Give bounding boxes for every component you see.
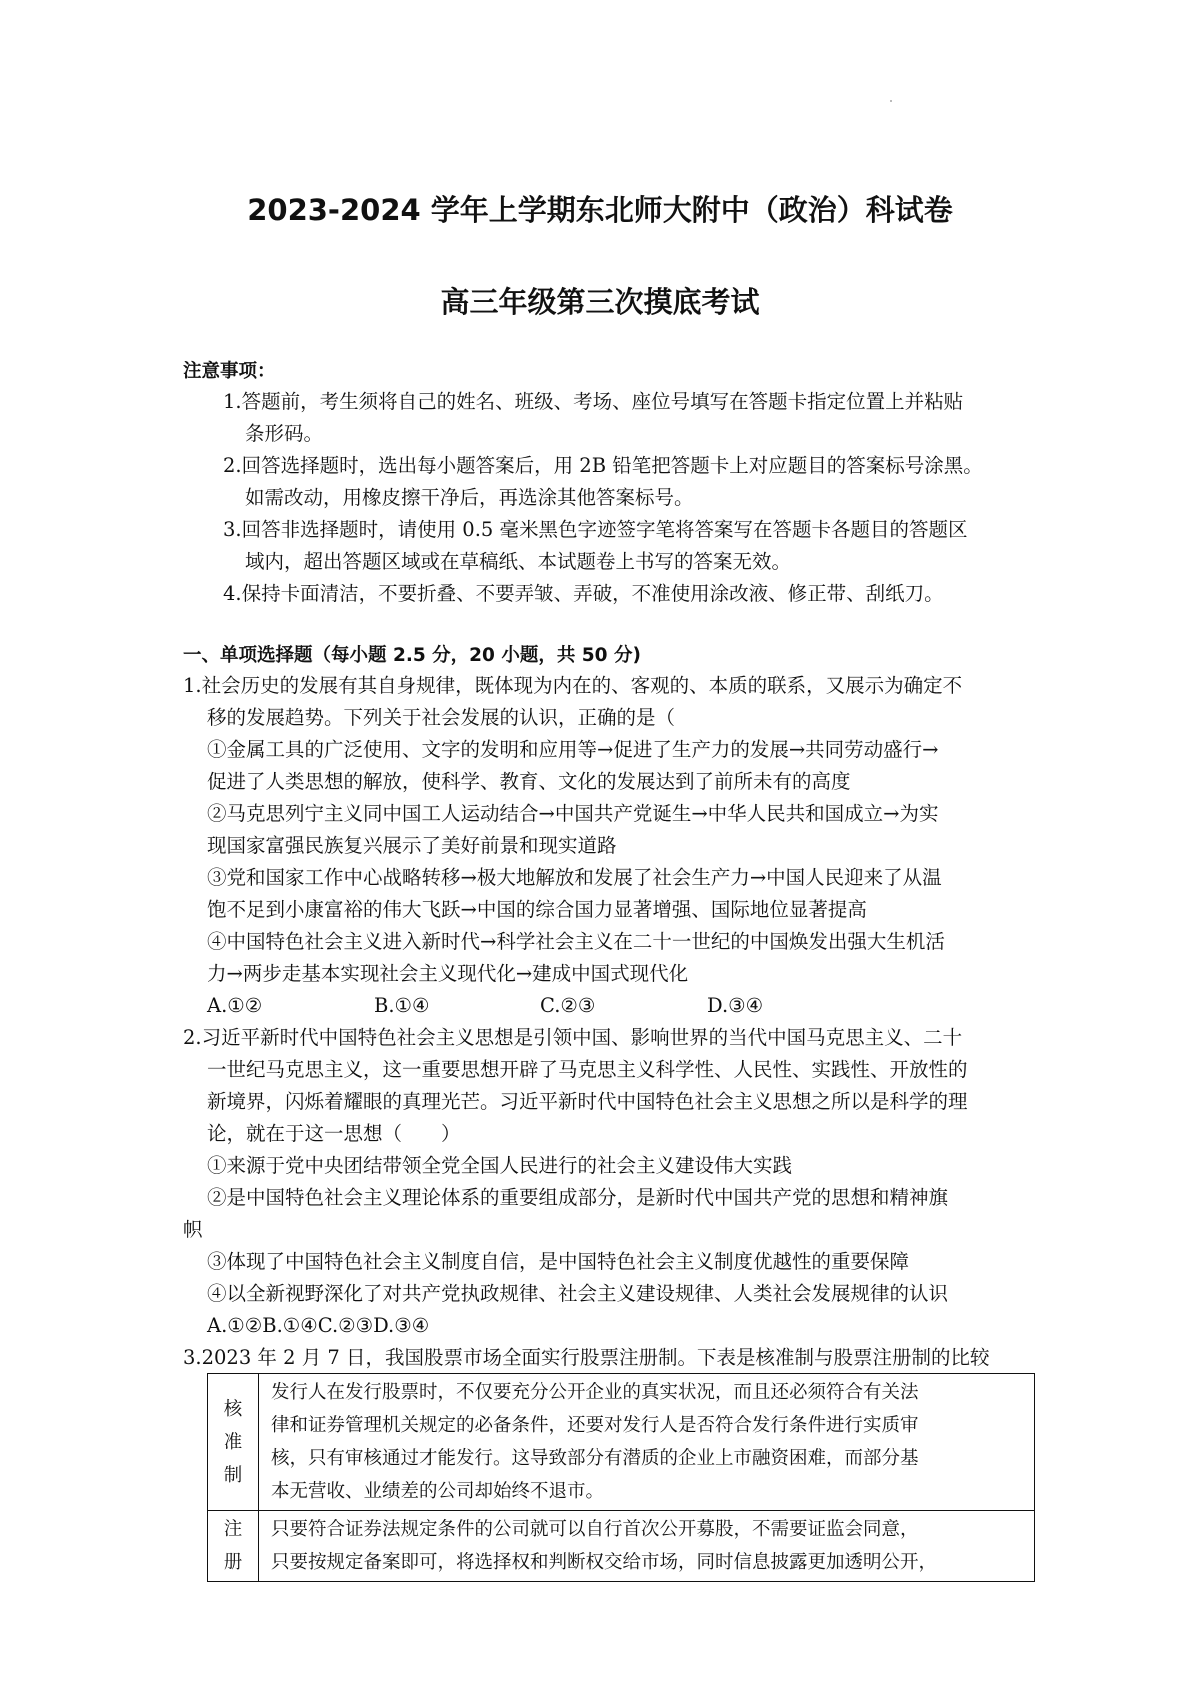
q3-stem: 3.2023 年 2 月 7 日，我国股票市场全面实行股票注册制。下表是核准制与股票注册制的比较: [183, 1346, 990, 1369]
notice-line: 3.回答非选择题时，请使用 0.5 毫米黑色字迹签字笔将答案写在答题卡各题目的答题区: [223, 518, 968, 541]
q2-statement: ③体现了中国特色社会主义制度自信，是中国特色社会主义制度优越性的重要保障: [207, 1250, 910, 1273]
q1-option: A.①②: [207, 994, 263, 1017]
scan-speck: [890, 100, 892, 102]
row-header-char: 核: [223, 1398, 243, 1420]
q1-statement: 促进了人类思想的解放，使科学、教育、文化的发展达到了前所未有的高度: [207, 770, 851, 793]
q2-statement: ②是中国特色社会主义理论体系的重要组成部分，是新时代中国共产党的思想和精神旗: [207, 1186, 949, 1209]
row-body-approval: [259, 1374, 1035, 1511]
q2-statement: ④以全新视野深化了对共产党执政规律、社会主义建设规律、人类社会发展规律的认识: [207, 1282, 949, 1305]
q1-option: C.②③: [540, 994, 596, 1017]
table-row: [208, 1374, 1035, 1511]
row-body-registration: [259, 1511, 1035, 1582]
q2-statement: ①来源于党中央团结带领全党全国人民进行的社会主义建设伟大实践: [207, 1154, 793, 1177]
q1-statement: 现国家富强民族复兴展示了美好前景和现实道路: [207, 834, 617, 857]
q1-stem: 1.社会历史的发展有其自身规律，既体现为内在的、客观的、本质的联系，又展示为确定不: [183, 674, 963, 697]
section-heading: 一、单项选择题（每小题 2.5 分，20 小题，共 50 分): [183, 645, 641, 666]
exam-title: 2023-2024 学年上学期东北师大附中（政治）科试卷: [247, 193, 953, 227]
q1-statement: ①金属工具的广泛使用、文字的发明和应用等→促进了生产力的发展→共同劳动盛行→: [207, 738, 939, 761]
row-header-registration: [208, 1511, 259, 1582]
q1-statement: ②马克思列宁主义同中国工人运动结合→中国共产党诞生→中华人民共和国成立→为实: [207, 802, 939, 825]
table-cell-line: 发行人在发行股票时，不仅要充分公开企业的真实状况，而且还必须符合有关法: [271, 1382, 919, 1403]
row-header-char: 制: [223, 1464, 243, 1486]
table-cell-line: 本无营收、业绩差的公司却始终不退市。: [271, 1481, 605, 1502]
row-header-char: 准: [223, 1431, 243, 1453]
table-row: [208, 1511, 1035, 1582]
q1-statement: 饱不足到小康富裕的伟大飞跃→中国的综合国力显著增强、国际地位显著提高: [207, 898, 867, 921]
q1-statement: ④中国特色社会主义进入新时代→科学社会主义在二十一世纪的中国焕发出强大生机活: [207, 930, 945, 953]
q2-stem: 一世纪马克思主义，这一重要思想开辟了马克思主义科学性、人民性、实践性、开放性的: [207, 1058, 968, 1081]
notice-heading: 注意事项：: [183, 361, 276, 382]
notice-line: 4.保持卡面清洁，不要折叠、不要弄皱、弄破，不准使用涂改液、修正带、刮纸刀。: [223, 582, 944, 605]
table-cell-line: 核，只有审核通过才能发行。这导致部分有潜质的企业上市融资困难，而部分基: [271, 1448, 919, 1469]
q2-stem: 论，就在于这一思想（ ）: [207, 1122, 461, 1145]
table-cell-line: 只要符合证券法规定条件的公司就可以自行首次公开募股，不需要证监会同意，: [271, 1519, 919, 1540]
q2-stem: 新境界，闪烁着耀眼的真理光芒。习近平新时代中国特色社会主义思想之所以是科学的理: [207, 1090, 968, 1113]
q1-stem: 移的发展趋势。下列关于社会发展的认识，正确的是（: [207, 706, 676, 729]
notice-line: 域内，超出答题区域或在草稿纸、本试题卷上书写的答案无效。: [245, 550, 792, 573]
q2-stem: 2.习近平新时代中国特色社会主义思想是引领中国、影响世界的当代中国马克思主义、二十: [183, 1026, 963, 1049]
row-header-approval: [208, 1374, 259, 1511]
notice-line: 2.回答选择题时，选出每小题答案后，用 2B 铅笔把答题卡上对应题目的答案标号涂黑。: [223, 454, 983, 477]
table-cell-line: 只要按规定备案即可，将选择权和判断权交给市场，同时信息披露更加透明公开，: [271, 1552, 938, 1573]
comparison-table: [207, 1373, 1035, 1582]
row-header-char: 册: [223, 1552, 243, 1573]
q2-statement: 帜: [183, 1218, 203, 1241]
notice-line: 条形码。: [245, 422, 324, 445]
q1-statement: ③党和国家工作中心战略转移→极大地解放和发展了社会生产力→中国人民迎来了从温: [207, 866, 942, 889]
q1-option: D.③④: [707, 994, 764, 1017]
table-cell-line: 律和证券管理机关规定的必备条件，还要对发行人是否符合发行条件进行实质审: [271, 1415, 919, 1436]
q1-option: B.①④: [374, 994, 430, 1017]
notice-line: 如需改动，用橡皮擦干净后，再选涂其他答案标号。: [245, 486, 694, 509]
exam-subtitle: 高三年级第三次摸底考试: [440, 285, 760, 319]
q2-options: A.①②B.①④C.②③D.③④: [207, 1314, 430, 1337]
row-header-char: 注: [223, 1519, 243, 1540]
notice-line: 1.答题前，考生须将自己的姓名、班级、考场、座位号填写在答题卡指定位置上并粘贴: [223, 390, 964, 413]
q1-statement: 力→两步走基本实现社会主义现代化→建成中国式现代化: [207, 962, 689, 985]
